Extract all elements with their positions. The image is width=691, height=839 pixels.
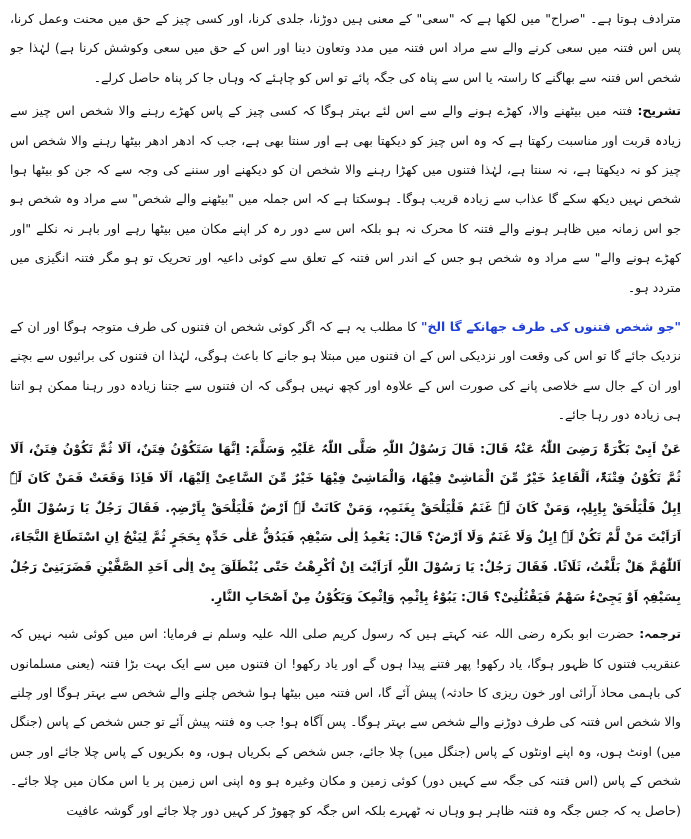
meaning-text: کا مطلب یہ ہے کہ اگر کوئی شخص ان فتنوں کی طرف متوجہ ہوگا اور ان کے نزدیک جائے گا تو اس کی وقعت اور نزدیکی اس کے ان فتنوں میں مبتلا ہو جانے کا باعث ہوگی، لہٰذا ان فتنوں کی برائیوں سے بچنے اور ان کے جال سے خلاصی پانے کی صورت اس کے علاوہ اور کچھ نہیں ہوگی کہ ان فتنوں سے جتنا زیادہ دور رہنا ممکن ہو اتنا ہی زیادہ دور رہا جائے۔ (10, 319, 681, 423)
meaning-quote: "جو شخص فتنوں کی طرف جھانکے گا الخ" (420, 319, 681, 335)
tashreeh-label: تشریح: (637, 103, 681, 119)
tarjuma-text: حضرت ابو بکرہ رضی اللہ عنہ کہتے ہیں کہ رسول کریم صلی اللہ علیہ وسلم نے فرمایا: اس میں کوئی شبہ نہیں کہ عنقریب فتنوں کا ظہور ہوگا، یاد رکھو! پھر فتنے پیدا ہوں گے اور یاد رکھو! ان فتنوں میں سے ایک بہت بڑا فتنہ (یعنی مسلمانوں کی باہمی محاذ آرائی اور خون ریزی کا حادثہ) پیش آئے گا، اس فتنہ میں بیٹھا ہوا شخص چلنے والے شخص سے بہتر ہوگا اور چلنے والا شخص اس فتنہ کی طرف دوڑنے والے شخص سے بہتر ہوگا۔ پس آگاہ ہو! جب وہ فتنہ پیش آئے تو جس شخص کے پاس (جنگل میں) اونٹ ہوں، وہ اپنے اونٹوں کے پاس (جنگل میں) چلا جائے، جس شخص کے بکریاں ہوں، وہ بکریوں کے پاس چلا جائے اور جس شخص کے پاس (اس فتنہ کی جگہ سے کہیں دور) کوئی زمین و مکان وغیرہ ہو وہ اپنی اس زمین پر یا اس مکان میں چلا جائے۔ (حاصل یہ کہ جس جگہ وہ فتنہ ظاہر ہو وہاں نہ ٹھہرے بلکہ اس جگہ کو چھوڑ کر کہیں دور چلا جائے اور گوشہ عافیت (10, 626, 681, 818)
intro-paragraph (10, 4, 681, 92)
tashreeh-text: فتنہ میں بیٹھنے والا، کھڑے ہونے والے سے اس لئے بہتر ہوگا کہ کسی چیز کے پاس کھڑے رہنے والا شخص اس چیز سے زیادہ قربت اور مناسبت رکھتا ہے کہ وہ اس چیز کو دیکھتا بھی ہے اور سنتا بھی ہے، جب کہ ادھر ادھر بیٹھا رہنے والا شخص اس چیز کو نہ دیکھتا ہے، نہ سنتا ہے، لہٰذا فتنوں میں کھڑا رہنے والا شخص ان کو دیکھنے اور سننے کی وجہ سے کہ جن کو بیٹھا ہوا شخص نہیں دیکھ سکے گا عذاب سے زیادہ قریب ہوگا۔ ہوسکتا ہے کہ اس جملہ میں "بیٹھنے والے شخص" سے مراد وہ شخص ہو جو اس زمانہ میں ظاہر ہونے والے فتنہ کا محرک نہ ہو بلکہ اس سے دور رہ کر اپنے مکان میں بیٹھا رہے اور باہر نہ نکلے "اور کھڑے ہونے والے" سے مراد وہ شخص ہو جس کے اندر اس فتنہ کے تعلق سے کوئی داعیہ اور تحریک تو ہو مگر فتنہ انگیزی میں متردد ہو۔ (10, 103, 681, 295)
tarjuma-label: ترجمہ: (639, 626, 681, 642)
hadith-arabic-text: عَنْ اَبِیْ بَکْرَۃَ رَضِیَ اللّٰہُ عَنْہُ قَالَ: قَالَ رَسُوْلُ اللّٰہِ صَلَّی اللّٰہُ عَلَیْہِ وَسَلَّمَ: اِنَّھَا سَتَکُوْنُ فِتَنٌ، اَلَا ثُمَّ تَکُوْنُ فِتَنٌ، اَلَا ثُمَّ تَکُوْنُ فِتْنَۃٌ، اَلْقَاعِدُ خَیْرٌ مِّنَ الْمَاشِیْ فِیْھَا، وَالْمَاشِیْ فِیْھَا خَیْرٌ مِّنَ السَّاعِیْ اِلَیْھَا، اَلَا فَاِذَا وَقَعَتْ فَمَنْ کَانَ لَہٗ اِبِلٌ فَلْیَلْحَقْ بِاِبِلِہٖ، وَمَنْ کَانَ لَہٗ غَنَمٌ فَلْیَلْحَقْ بِغَنَمِہٖ، وَمَنْ کَانَتْ لَہٗ اَرْضٌ فَلْیَلْحَقْ بِاَرْضِہٖ. فَقَالَ رَجُلٌ یَا رَسُوْلَ اللّٰہِ اَرَاَیْتَ مَنْ لَّمْ تَکُنْ لَہٗ اِبِلٌ وَلَا غَنَمٌ وَلَا اَرْضٌ؟ قَالَ: یَعْمِدُ اِلٰی سَیْفِہٖ فَیَدُقُّ عَلٰی حَدِّہٖ بِحَجَرٍ ثُمَّ لِیَنْجُ اِنِ اسْتَطَاعَ النَّجَاءَ، اَللّٰھُمَّ ھَلْ بَلَّغْتُ، ثَلَاثًا. فَقَالَ رَجُلٌ: یَا رَسُوْلَ اللّٰہِ اَرَاَیْتَ اِنْ اُکْرِھْتُ حَتّٰی یُنْطَلَقَ بِیْ اِلٰی اَحَدِ الصَّفَّیْنِ فَضَرَبَنِیْ رَجُلٌ بِسَیْفِہٖ اَوْ یَجِیْءُ سَھْمٌ فَیَقْتُلُنِیْ؟ قَالَ: یَبُوْءُ بِاِثْمِہٖ وَاِثْمِکَ وَیَکُوْنُ مِنْ اَصْحَابِ النَّارِ. (10, 440, 681, 604)
tarjuma-paragraph (10, 619, 681, 825)
tashreeh-paragraph (10, 96, 681, 302)
intro-text: مترادف ہوتا ہے۔ "صراح" میں لکھا ہے کہ "سعی" کے معنی ہیں دوڑنا، جلدی کرنا، اور کسی چیز کے حق میں محنت وعمل کرنا، پس اس فتنہ میں سعی کرنے والے سے مراد اس فتنہ میں مدد وتعاون دینا اور اس کے حق میں سعی وکوشش کرنا ہے) لہٰذا جو شخص اس فتنہ سے بھاگنے کا راستہ یا اس سے پناہ کی جگہ پائے تو اس کو چاہئے کہ وہاں جا کر پناہ حاصل کرلے۔ (10, 11, 681, 85)
meaning-paragraph (10, 312, 681, 430)
document-page (10, 4, 681, 831)
